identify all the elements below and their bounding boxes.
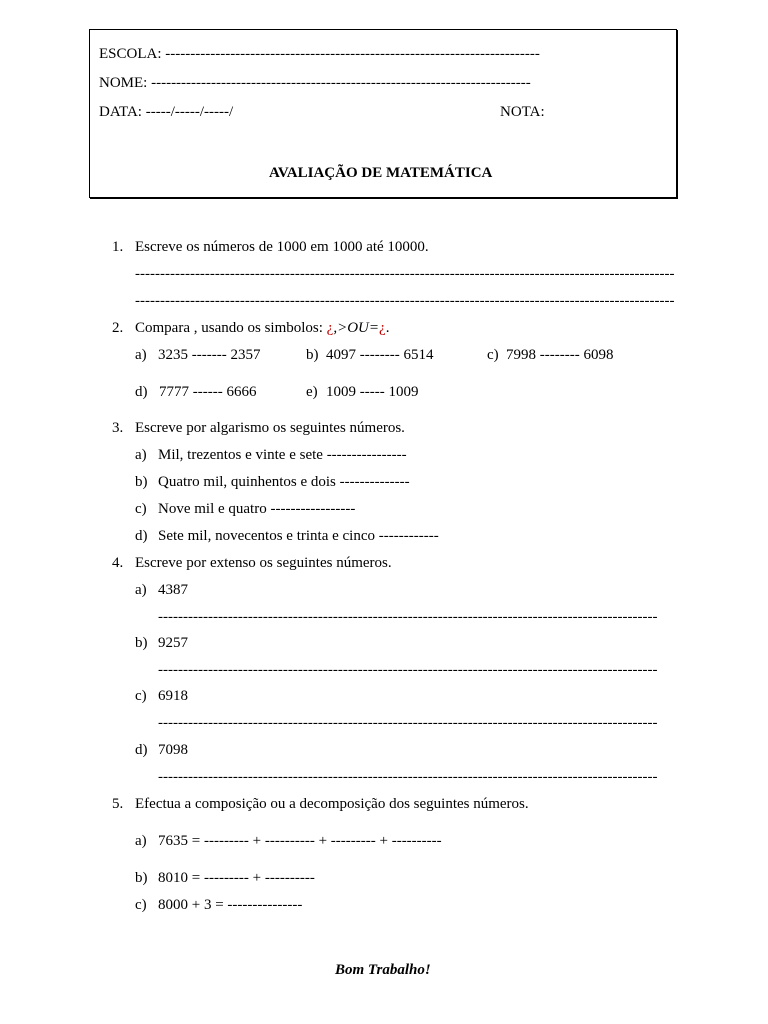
q4-item-b: 9257 [158,635,188,651]
q4-item-c-letter: c) [135,688,147,704]
q2-item-a: 3235 ------- 2357 [158,347,261,363]
q5-text: Efectua a composição ou a decomposição dos seguintes números. [135,796,529,812]
q2-item-d: 7777 ------ 6666 [159,384,257,400]
q4-item-a-answer-line: ---------------------------------------------------------------------------------------------------- [158,609,658,625]
q1-answer-line-2: ------------------------------------------------------------------------------------------------------------ [135,293,675,309]
q5-item-b: 8010 = --------- + ---------- [158,870,315,886]
q5-item-b-letter: b) [135,870,148,886]
q3-number: 3. [112,420,124,436]
q2-item-e: 1009 ----- 1009 [326,384,419,400]
q4-item-d-answer-line: ---------------------------------------------------------------------------------------------------- [158,769,658,785]
q4-item-d: 7098 [158,742,188,758]
q4-item-b-answer-line: ---------------------------------------------------------------------------------------------------- [158,662,658,678]
page-title: AVALIAÇÃO DE MATEMÁTICA [269,165,493,181]
q2-symbol-end: . [385,320,390,336]
q3-item-b-letter: b) [135,474,148,490]
q3-item-d-letter: d) [135,528,148,544]
q2-item-a-letter: a) [135,347,147,363]
closing-message: Bom Trabalho! [335,962,431,978]
q3-text: Escreve por algarismo os seguintes números. [135,420,405,436]
q5-number: 5. [112,796,124,812]
q5-item-c: 8000 + 3 = --------------- [158,897,303,913]
q2-item-c: 7998 -------- 6098 [506,347,614,363]
q1-answer-line-1: ------------------------------------------------------------------------------------------------------------ [135,266,675,282]
q2-item-d-letter: d) [135,384,148,400]
q3-item-b: Quatro mil, quinhentos e dois -------------- [158,474,410,490]
q2-symbol-equal: ¿ [379,320,386,336]
q2-item-b-letter: b) [306,347,319,363]
q2-text: Compara , usando os simbolos: [135,320,327,336]
q1-text: Escreve os números de 1000 em 1000 até 10000. [135,239,429,255]
q2-item-c-letter: c) [487,347,499,363]
school-field: ESCOLA: --------------------------------------------------------------------------- [99,46,540,62]
name-field: NOME: ---------------------------------------------------------------------------- [99,75,531,91]
q5-item-a-letter: a) [135,833,147,849]
q3-item-c: Nove mil e quatro ----------------- [158,501,356,517]
q2-symbol-mid: ,>OU= [333,320,380,336]
q3-item-d: Sete mil, novecentos e trinta e cinco ------------ [158,528,439,544]
q4-item-a-letter: a) [135,582,147,598]
q2-symbol-less: ¿ [326,320,334,336]
q3-item-c-letter: c) [135,501,147,517]
q2-text-line [135,319,389,337]
q1-number: 1. [112,239,124,255]
q5-item-c-letter: c) [135,897,147,913]
q4-item-c-answer-line: ---------------------------------------------------------------------------------------------------- [158,715,658,731]
q4-item-d-letter: d) [135,742,148,758]
date-field: DATA: -----/-----/-----/ [99,104,234,120]
q4-number: 4. [112,555,124,571]
q4-item-c: 6918 [158,688,188,704]
q4-item-a: 4387 [158,582,188,598]
q2-item-e-letter: e) [306,384,318,400]
q2-number: 2. [112,320,124,336]
q4-text: Escreve por extenso os seguintes números. [135,555,392,571]
q4-item-b-letter: b) [135,635,148,651]
q3-item-a: Mil, trezentos e vinte e sete ---------------- [158,447,407,463]
q2-item-b: 4097 -------- 6514 [326,347,434,363]
q5-item-a: 7635 = --------- + ---------- + --------- + ---------- [158,833,442,849]
grade-field: NOTA: [500,104,545,120]
q3-item-a-letter: a) [135,447,147,463]
